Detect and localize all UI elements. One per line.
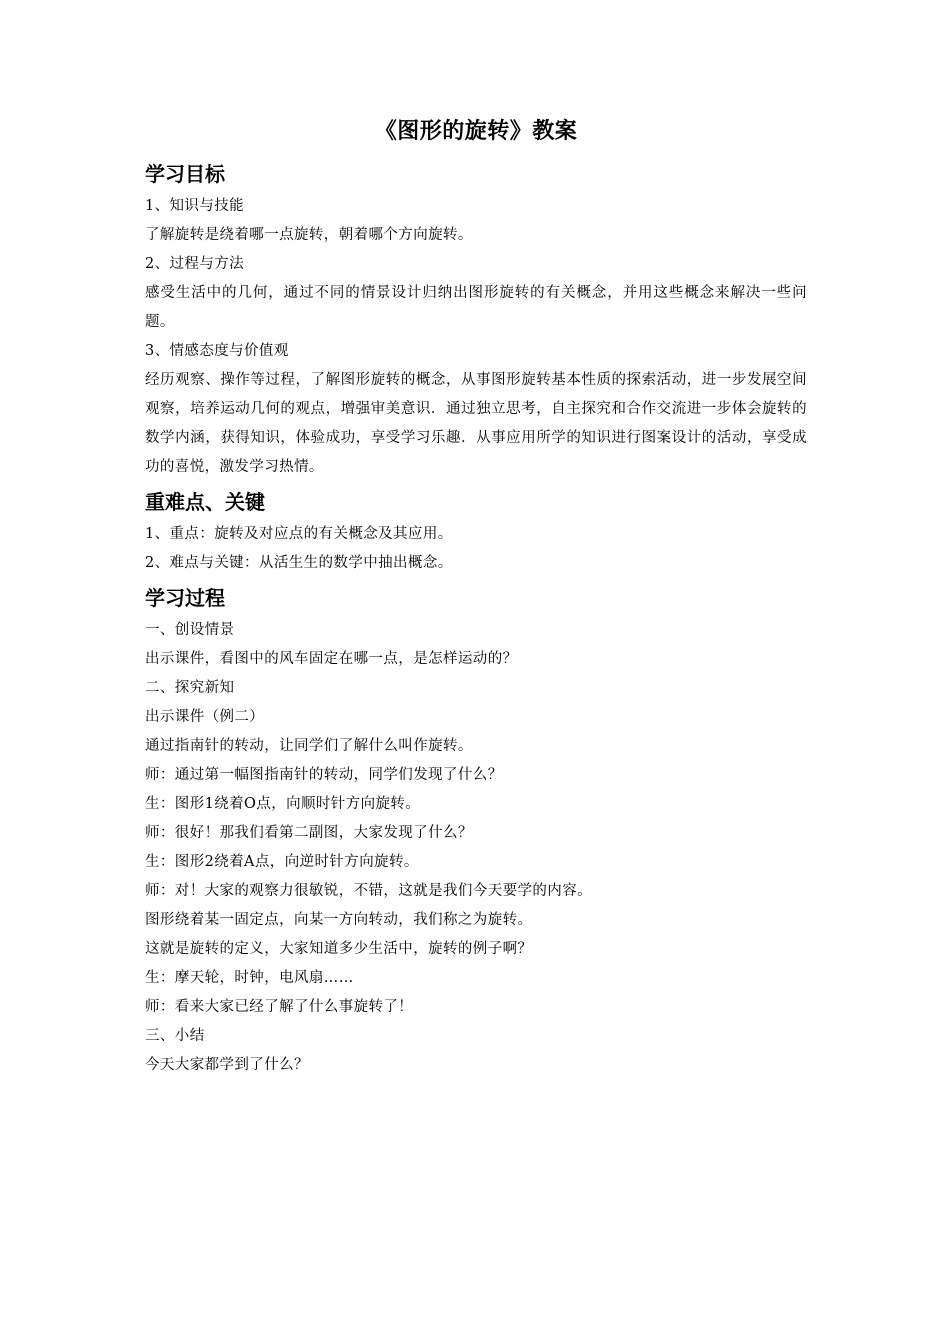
objective-item: 经历观察、操作等过程，了解图形旋转的概念，从事图形旋转基本性质的探索活动，进一步发展空间观察，培养运动几何的观点，增强审美意识．通过独立思考，自主探究和合作交流进一步体会旋转的数学内涵，获得知识，体验成功，享受学习乐趣．从事应用所学的知识进行图案设计的活动，享受成功的喜悦，激发学习热情。: [145, 372, 807, 475]
process-item: 生：图形2绕着A点，向逆时针方向旋转。: [145, 854, 419, 870]
process-item: 生：摩天轮，时钟，电风扇……: [145, 970, 354, 986]
process-item: 生：图形1绕着O点，向顺时针方向旋转。: [145, 796, 421, 812]
objective-item: 感受生活中的几何，通过不同的情景设计归纳出图形旋转的有关概念，并用这些概念来解决一些问题。: [145, 285, 807, 330]
process-item: 今天大家都学到了什么？: [145, 1057, 309, 1073]
keypoint-item: 2、难点与关键：从活生生的数学中抽出概念。: [145, 555, 453, 571]
process-item: 一、创设情景: [145, 622, 235, 638]
process-item: 图形绕着某一固定点，向某一方向转动，我们称之为旋转。: [145, 912, 533, 928]
objective-item: 1、知识与技能: [145, 198, 245, 214]
process-item: 师：对！大家的观察力很敏锐，不错，这就是我们今天要学的内容。: [145, 883, 592, 899]
section-heading-objectives: 学习目标: [145, 162, 225, 186]
process-item: 通过指南针的转动，让同学们了解什么叫作旋转。: [145, 738, 473, 754]
section-heading-keypoints: 重难点、关键: [145, 490, 265, 514]
document-title: 《图形的旋转》教案: [374, 119, 578, 144]
process-item: 出示课件（例二）: [145, 709, 265, 725]
process-item: 二、探究新知: [145, 680, 235, 696]
process-item: 出示课件，看图中的风车固定在哪一点，是怎样运动的？: [145, 651, 518, 667]
objective-item: 2、过程与方法: [145, 256, 245, 272]
process-item: 这就是旋转的定义，大家知道多少生活中，旋转的例子啊？: [145, 941, 533, 957]
section-heading-process: 学习过程: [145, 586, 225, 610]
process-item: 师：很好！那我们看第二副图，大家发现了什么？: [145, 825, 473, 841]
objective-item: 了解旋转是绕着哪一点旋转，朝着哪个方向旋转。: [145, 227, 473, 243]
process-item: 三、小结: [145, 1028, 205, 1044]
keypoint-item: 1、重点：旋转及对应点的有关概念及其应用。: [145, 526, 453, 542]
objective-item: 3、情感态度与价值观: [145, 343, 289, 359]
process-item: 师：通过第一幅图指南针的转动，同学们发现了什么？: [145, 767, 503, 783]
process-item: 师：看来大家已经了解了什么事旋转了！: [145, 999, 414, 1015]
document-body: [145, 116, 807, 1080]
